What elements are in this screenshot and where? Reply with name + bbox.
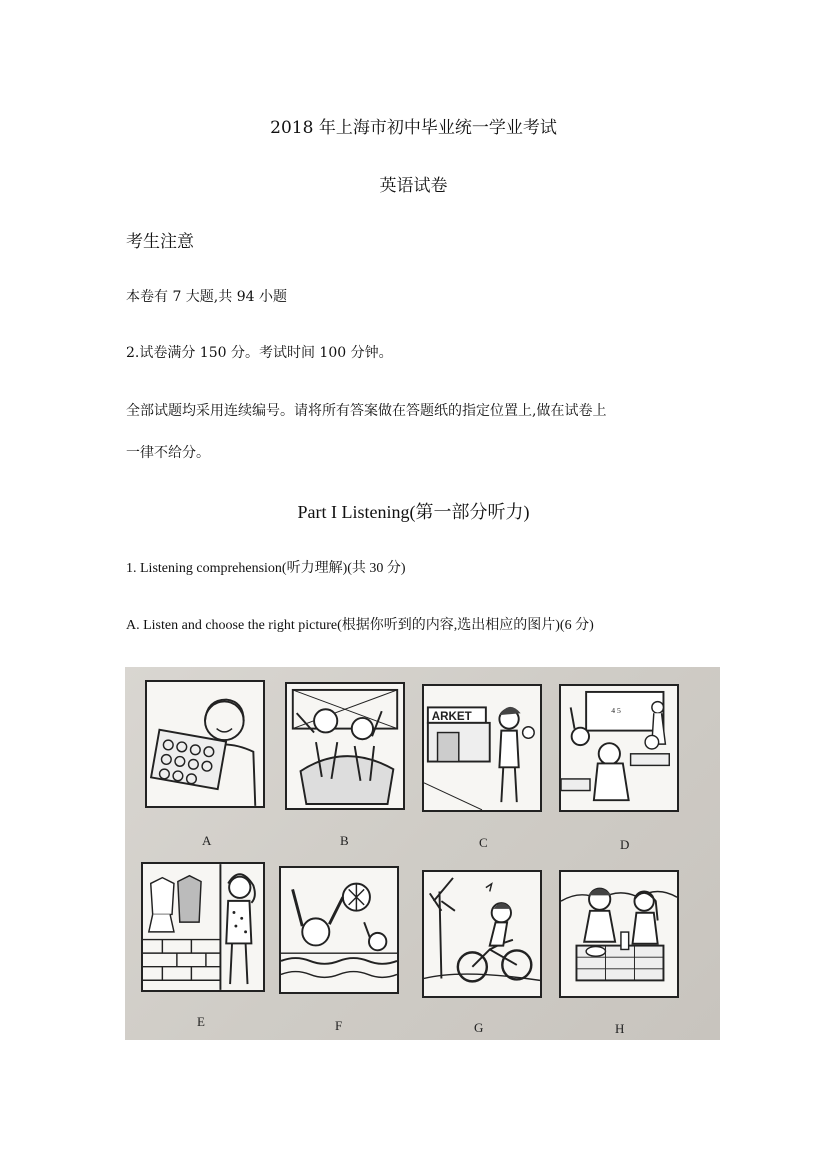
picture-label: G <box>474 1020 484 1035</box>
picture-d-classroom <box>559 684 679 812</box>
picture-label: D <box>620 837 630 852</box>
notice-item: 2.试卷满分 150 分。考试时间 100 分钟。 <box>126 345 393 361</box>
picture-f-swimming-pool-ball <box>279 866 399 994</box>
picture-c-market <box>422 684 542 812</box>
picture-label: F <box>335 1018 343 1033</box>
picture-b-roller-coaster <box>285 682 405 810</box>
exam-title: 2018 年上海市初中毕业统一学业考试 <box>270 118 557 138</box>
section-heading: 1. Listening comprehension(听力理解)(共 30 分) <box>126 561 406 576</box>
market-sign-text: ARKET <box>431 709 472 723</box>
picture-a-baking-cookies <box>145 680 265 808</box>
picture-label: C <box>479 835 488 850</box>
notice-item: 一律不给分。 <box>126 445 210 461</box>
notice-item: 全部试题均采用连续编号。请将所有答案做在答题纸的指定位置上,做在试卷上 <box>126 403 607 419</box>
svg-text:4 5: 4 5 <box>611 706 621 716</box>
picture-label: A <box>202 833 212 848</box>
picture-g-bicycle <box>422 870 542 998</box>
picture-label: B <box>340 833 349 848</box>
notice-heading: 考生注意 <box>126 232 194 252</box>
picture-label: E <box>197 1014 205 1029</box>
picture-sheet-photo <box>125 667 720 1040</box>
exam-subtitle: 英语试卷 <box>379 176 448 196</box>
part-heading: Part I Listening(第一部分听力) <box>297 502 530 522</box>
picture-h-picnic <box>559 870 679 998</box>
section-instruction: A. Listen and choose the right picture(根据你听到的内容,选出相应的图片)(6 分) <box>126 618 594 633</box>
picture-label: H <box>615 1021 625 1036</box>
picture-e-clothes-shop <box>141 862 265 992</box>
notice-item: 本卷有 7 大题,共 94 小题 <box>126 289 287 305</box>
